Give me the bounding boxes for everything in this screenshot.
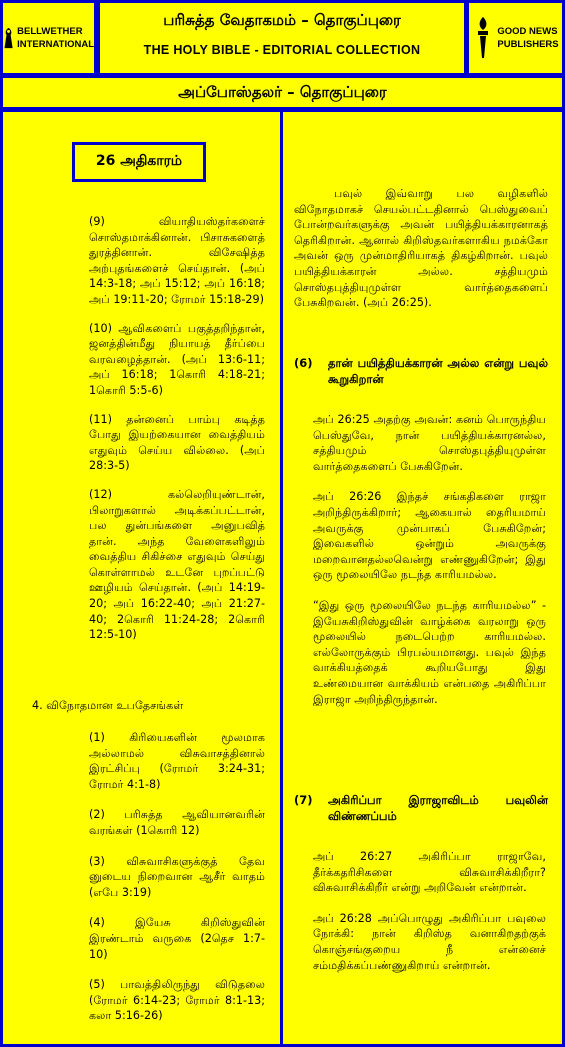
list-item: (11) தன்னைப் பாம்பு கடித்த போது இயற்கையான வைத்தியம் எதுவும் செய்ய வில்லை. (அப் 28:3-5) — [89, 412, 265, 473]
title-tamil: பரிசுத்த வேதாகமம் – தொகுப்புரை — [163, 11, 401, 29]
good-news-logo-text: GOOD NEWS PUBLISHERS — [497, 26, 559, 50]
list-item: (5) பாவத்திலிருந்து விடுதலை (ரோமர் 6:14-23; ரோமர் 8:1-13; கலா 5:16-26) — [89, 978, 265, 1023]
section-heading-4: 4. விநோதமான உபதேசங்கள் — [32, 699, 184, 712]
section-6-heading — [294, 355, 548, 387]
section-7-heading — [294, 792, 548, 824]
title-english: THE HOLY BIBLE - EDITORIAL COLLECTION — [143, 43, 421, 57]
section-7-title: அகிரிப்பா இராஜாவிடம் பவுலின் விண்ணப்பம் — [328, 793, 548, 823]
list-item: (4) இயேசு கிறிஸ்துவின் இரண்டாம் வருகை (2தெச 1:7-10) — [89, 916, 265, 961]
list-item: (2) பரிசுத்த ஆவியானவரின் வரங்கள் (1கொரி 12) — [89, 808, 265, 837]
good-news-torch-icon — [472, 16, 494, 60]
bellwether-logo-text: BELLWETHER INTERNATIONAL — [17, 26, 94, 50]
left-list-2 — [89, 730, 265, 1024]
intro-paragraph: பவுல் இவ்வாறு பல வழிகளில் விநோதமாகச் செயல்பட்டதினால் பெஸ்துவைப் போன்றவர்களுக்கு அவன் பயித்தியக்காரனாகத் தெரிகிறான். ஆனால் கிறிஸ்தவர்களாகிய நமக்கோ அவன் ஒரு முன்மாதிரியாகத் திகழ்கிறான். பவுல் பயித்தியக்காரன் அல்ல. சத்தியமும் சொஸ்தபுத்தியுமுள்ள வார்த்தைகளைப் பேசுகிறவன். (அப் 26:25). — [294, 187, 548, 310]
title-box — [97, 0, 467, 76]
paragraph: அப் 26:28 அப்பொழுது அகிரிப்பா பவுலை நோக்கி: நான் கிறிஸ்த வனாகிறதற்குக் கொஞ்சங்குறைய நீ என்னைச் சம்மதிக்கப்பண்ணுகிறாய் என்றான். — [313, 911, 546, 972]
left-list-1 — [89, 214, 265, 643]
section-6-number: (6) — [294, 356, 313, 370]
paragraph: “இது ஒரு மூலையிலே நடந்த காரியமல்ல” - இயேசுகிறிஸ்துவின் வாழ்க்கை வரலாறு ஒரு மூலையில் நடைபெற்ற காரியமல்ல. எல்லோருக்கும் பிரபல்யமானது. பவுல் இந்த வாக்கியத்தைக் கூறியபோது இது உண்மையான வாக்கியம் என்பதை அகிரிப்பா இராஜா அறிந்திருந்தான். — [313, 598, 546, 706]
section-7-body — [313, 849, 546, 973]
right-intro — [294, 186, 548, 311]
paragraph: அப் 26:25 அதற்கு அவன்: கனம் பொருந்திய பெஸ்துவே, நான் பயித்தியக்காரனல்ல, சத்தியமும் சொஸ்தபுத்தியுமுள்ள வார்த்தைகளைப் பேசுகிறேன். — [313, 413, 546, 473]
section-6-title: தான் பயித்தியக்காரன் அல்ல என்று பவுல் கூறுகிறான் — [328, 356, 548, 386]
list-item: (9) வியாதியஸ்தர்களைச் சொஸ்தமாக்கினான். பிசாசுகளைத் துரத்தினான். விசேஷித்த அற்புதங்களைச் செய்தான். (அப் 14:3-18; அப் 15:12; அப் 16:18; அப் 19:11-20; ரோமர் 15:18-29) — [89, 215, 265, 306]
subtitle-box — [0, 75, 565, 110]
chapter-heading: 26 அதிகாரம் — [72, 142, 206, 182]
list-item: (1) கிரியைகளின் மூலமாக அல்லாமல் விசுவாசத்தினால் இரட்சிப்பு (ரோமர் 3:24-31; ரோமர் 4:1-8) — [89, 731, 265, 791]
bellwether-ram-icon — [3, 16, 14, 60]
subtitle: அப்போஸ்தலர் – தொகுப்புரை — [178, 83, 387, 101]
list-item: (12) கல்லெறியுண்டான், பிலாறுகளால் அடிக்கப்பட்டான், பல துன்பங்களை அனுபவித் தான். அந்த வேளைகளிலும் வைத்திய சிகிச்சை எதுவும் செய்து கொள்ளாமல் உடனே புறப்பட்டு ஊழியம் செய்தான். (அப் 14:19-20; அப் 16:22-40; அப் 21:27-40; 2கொரி 11:24-28; 2கொரி 12:5-10) — [89, 487, 265, 642]
section-6-body — [313, 412, 546, 707]
section-7-number: (7) — [294, 793, 313, 807]
paragraph: அப் 26:26 இந்தச் சங்கதிகளை ராஜா அறிந்திருக்கிறார்; ஆகையால் தைரியமாய் அவருக்கு முன்பாகப் பேசுகிறேன்; இவைகளில் ஒன்றும் அவருக்கு மறைவானதல்லவென்று எண்ணுகிறேன்; இது ஒரு மூலையிலே நடந்த காரியமல்ல. — [313, 490, 546, 582]
bellwether-logo — [0, 0, 97, 76]
paragraph: அப் 26:27 அகிரிப்பா ராஜாவே, தீர்க்கதரிசிகளை விசுவாசிக்கிறீரா? விசுவாசிக்கிறீர் என்று அறிவேன் என்றான். — [313, 850, 546, 895]
list-item: (3) விசுவாசிகளுக்குத் தேவ னுடைய நிறைவான ஆசீர் வாதம் (எபே 3:19) — [89, 854, 265, 899]
list-item: (10) ஆவிகளைப் பகுத்தறிந்தான், ஜனத்தின்மீது நியாயத் தீர்ப்பை வரவழைத்தான். (அப் 13:6-11; அப் 16:18; 1கொரி 4:18-21; 1கொரி 5:5-6) — [89, 321, 265, 397]
good-news-logo — [466, 0, 565, 76]
